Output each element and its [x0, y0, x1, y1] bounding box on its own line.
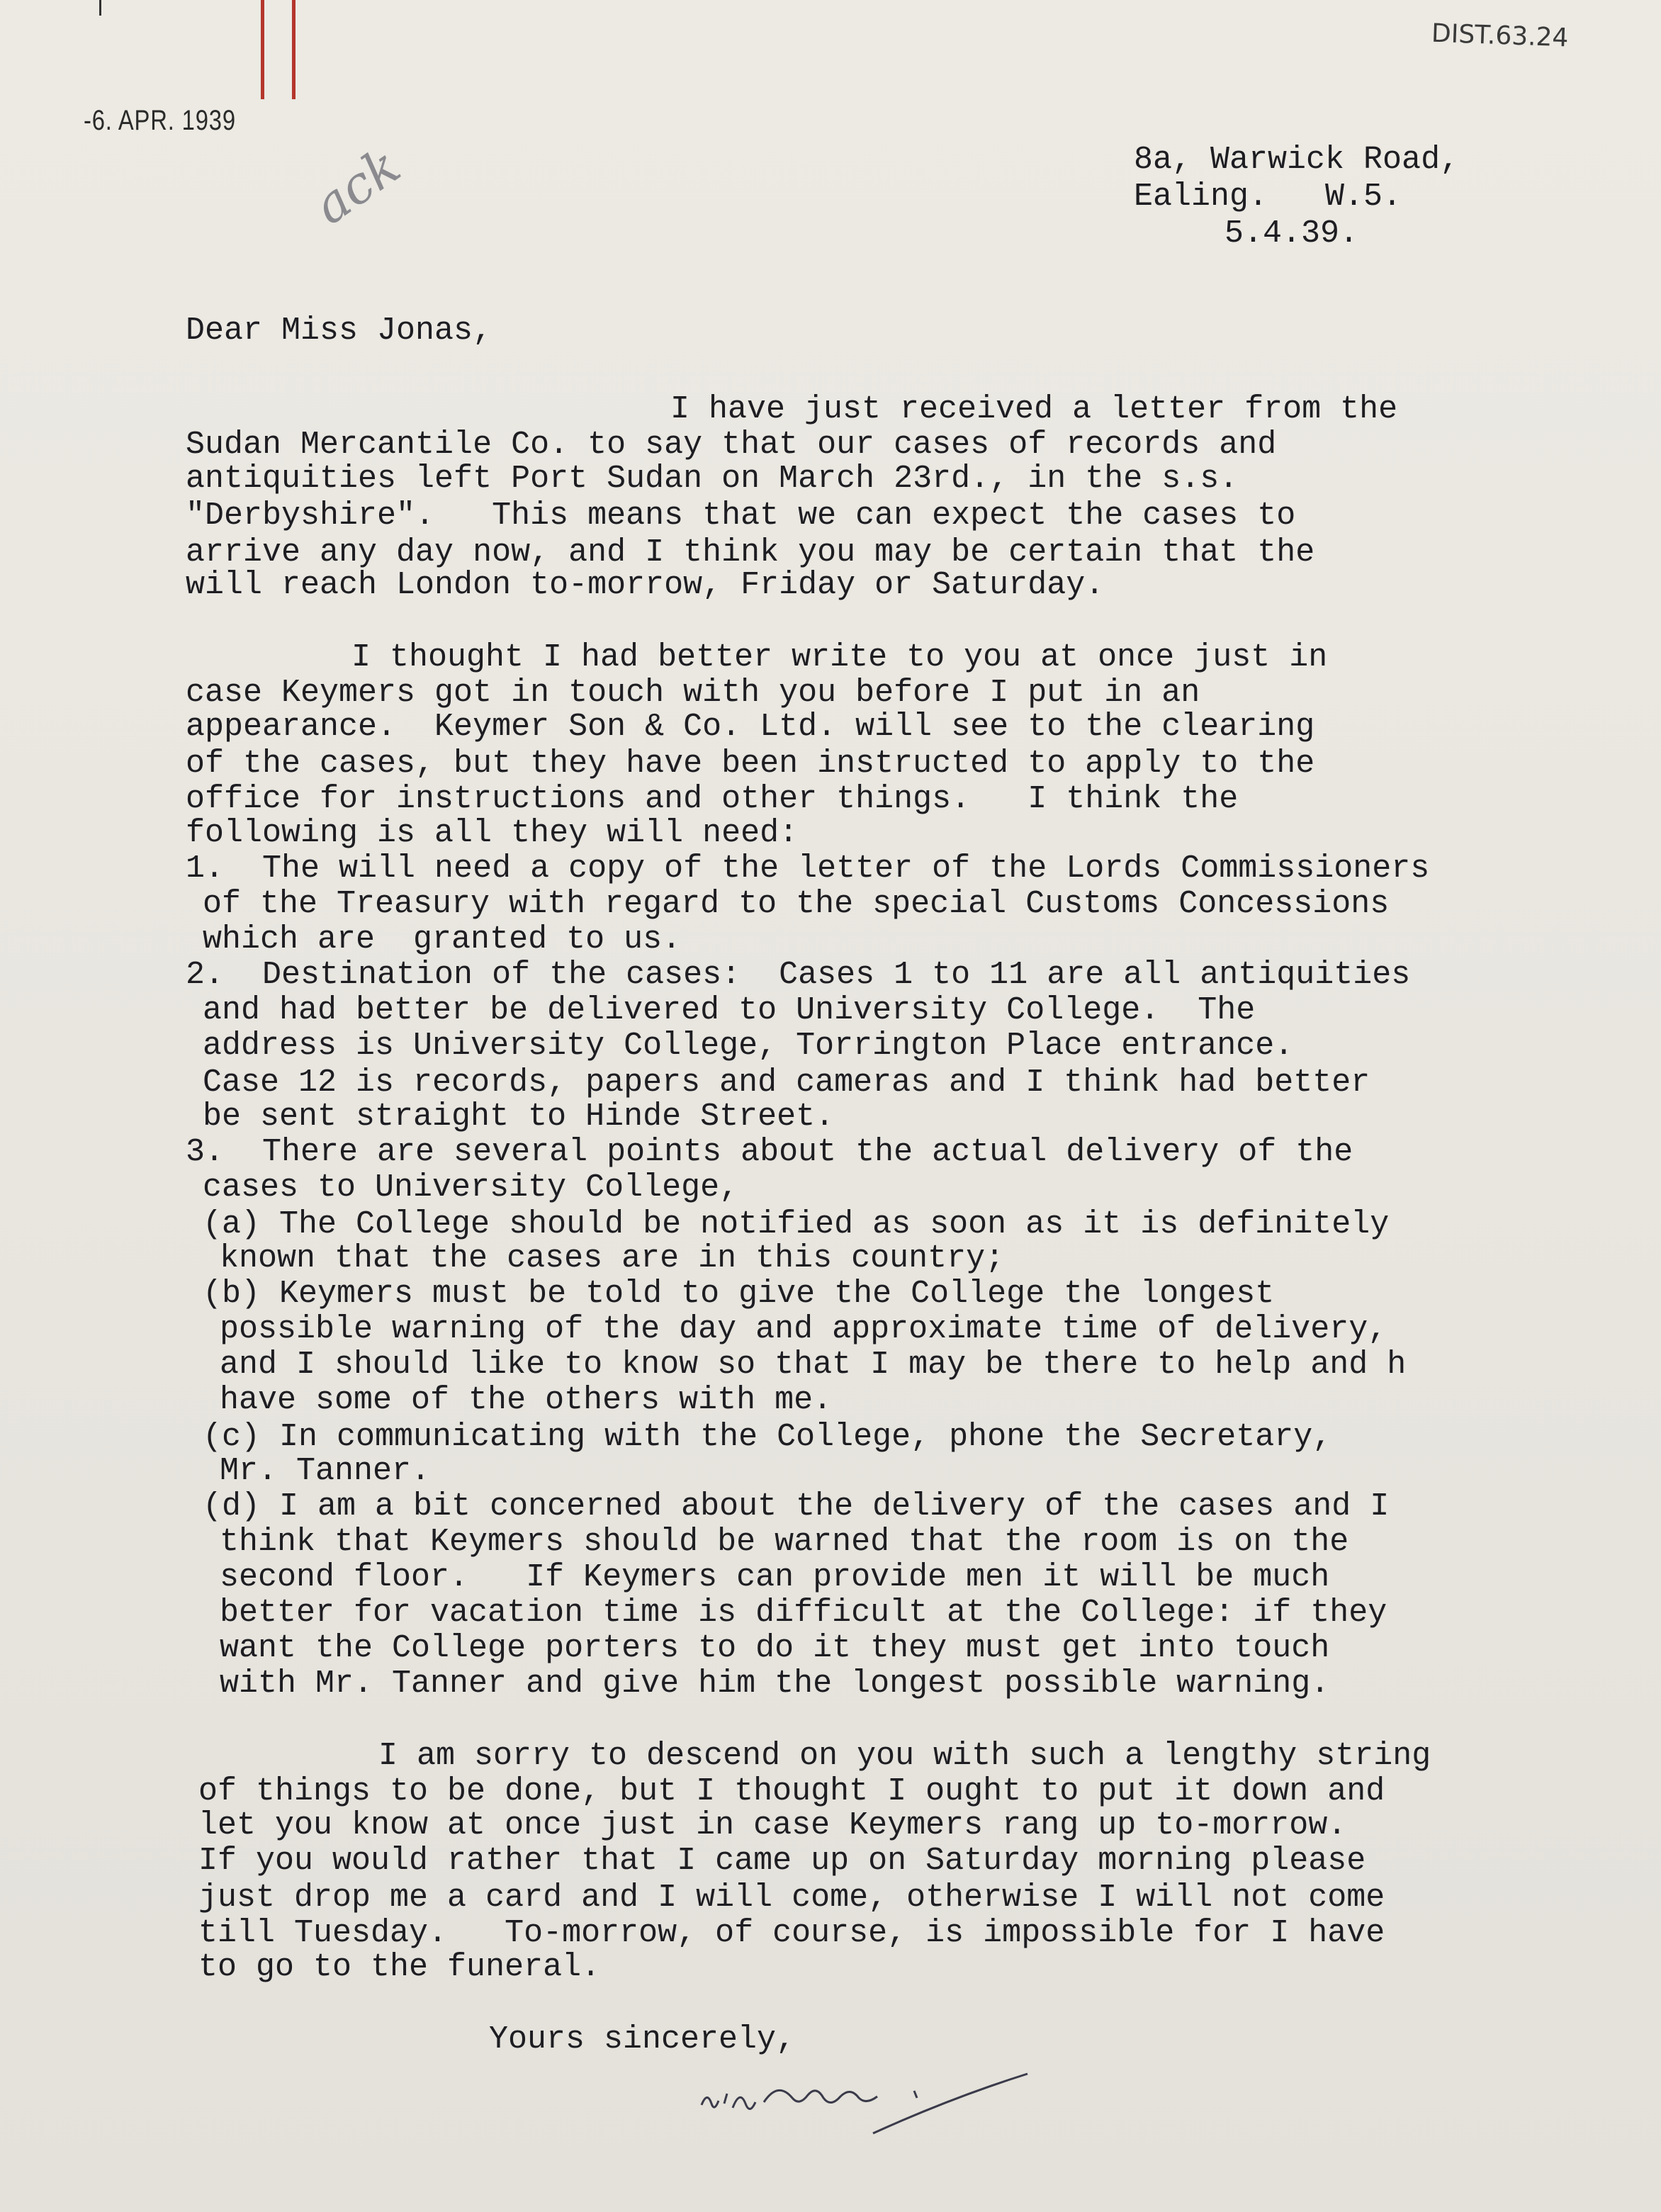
body-line: and had better be delivered to University College. The [203, 992, 1256, 1028]
body-line: till Tuesday. To-morrow, of course, is impossible for I have [198, 1915, 1385, 1951]
sub-item-d: (d) I am a bit concerned about the delivery of the cases and I [203, 1488, 1390, 1525]
body-line: I am sorry to descend on you with such a lengthy string [378, 1738, 1431, 1774]
body-line: of the cases, but they have been instructed to apply to the [186, 746, 1315, 782]
letter-date: 5.4.39. [1224, 215, 1359, 252]
red-margin-rule-right [292, 0, 295, 99]
list-item-2: 2. Destination of the cases: Cases 1 to 11 are all antiquities [186, 957, 1411, 993]
body-line: second floor. If Keymers can provide men it will be much [220, 1559, 1330, 1595]
body-line: want the College porters to do it they must get into touch [220, 1630, 1330, 1666]
closing: Yours sincerely, [489, 2021, 796, 2057]
body-line: case Keymers got in touch with you before I put in an [186, 675, 1200, 711]
red-margin-rule-left [261, 0, 264, 99]
body-line: office for instructions and other things. I think the [186, 781, 1239, 817]
body-line: of the Treasury with regard to the special Customs Concessions [203, 886, 1390, 922]
body-line: just drop me a card and I will come, otherwise I will not come [198, 1880, 1385, 1916]
sender-address [1134, 142, 1459, 252]
body-line: which are granted to us. [203, 921, 682, 958]
handwritten-initials: ack [303, 135, 411, 236]
body-line: to go to the funeral. [198, 1949, 601, 1985]
body-line: let you know at once just in case Keymers rang up to-morrow. [198, 1807, 1347, 1843]
body-line: be sent straight to Hinde Street. [203, 1099, 835, 1135]
body-line: Sudan Mercantile Co. to say that our cases of records and [186, 427, 1277, 463]
list-item-3: 3. There are several points about the actual delivery of the [186, 1134, 1353, 1170]
body-line: "Derbyshire". This means that we can expect the cases to [186, 498, 1296, 534]
hole-punch-mark [99, 0, 101, 16]
archive-reference: DIST.63.24 [1431, 18, 1570, 53]
received-date-stamp: -6. APR. 1939 [84, 105, 236, 136]
body-line: I thought I had better write to you at once just in [351, 639, 1328, 675]
body-line: antiquities left Port Sudan on March 23rd., in the s.s. [186, 461, 1239, 497]
body-line: address is University College, Torrington Place entrance. [203, 1028, 1294, 1064]
body-line: Case 12 is records, papers and cameras and I think had better [203, 1065, 1370, 1101]
body-line: will reach London to-morrow, Friday or Saturday. [186, 567, 1105, 603]
address-line-1: 8a, Warwick Road, [1134, 142, 1460, 178]
address-line-2: Ealing. W.5. [1134, 179, 1402, 215]
body-line: If you would rather that I came up on Saturday morning please [198, 1843, 1366, 1879]
body-line: have some of the others with me. [220, 1382, 833, 1418]
salutation: Dear Miss Jonas, [186, 313, 492, 349]
body-line: possible warning of the day and approximate time of delivery, [220, 1311, 1387, 1347]
handwritten-signature [680, 2048, 1049, 2155]
body-line: I have just received a letter from the [670, 391, 1398, 427]
body-line: with Mr. Tanner and give him the longest possible warning. [220, 1666, 1330, 1702]
body-line: following is all they will need: [186, 815, 799, 851]
body-line: better for vacation time is difficult at the College: if they [220, 1595, 1387, 1631]
body-line: Mr. Tanner. [220, 1453, 431, 1489]
body-line: of things to be done, but I thought I ought to put it down and [198, 1773, 1385, 1809]
body-line: think that Keymers should be warned that the room is on the [220, 1524, 1349, 1560]
sub-item-c: (c) In communicating with the College, phone the Secretary, [203, 1419, 1332, 1455]
sub-item-a: (a) The College should be notified as soon as it is definitely [203, 1206, 1390, 1242]
body-line: known that the cases are in this country; [220, 1240, 1005, 1276]
body-line: appearance. Keymer Son & Co. Ltd. will see to the clearing [186, 709, 1315, 745]
sub-item-b: (b) Keymers must be told to give the College the longest [203, 1276, 1275, 1312]
body-line: cases to University College, [203, 1169, 739, 1206]
body-line: and I should like to know so that I may be there to help and h [220, 1347, 1407, 1383]
body-line: arrive any day now, and I think you may be certain that the [186, 534, 1315, 571]
list-item-1: 1. The will need a copy of the letter of the Lords Commissioners [186, 850, 1430, 887]
